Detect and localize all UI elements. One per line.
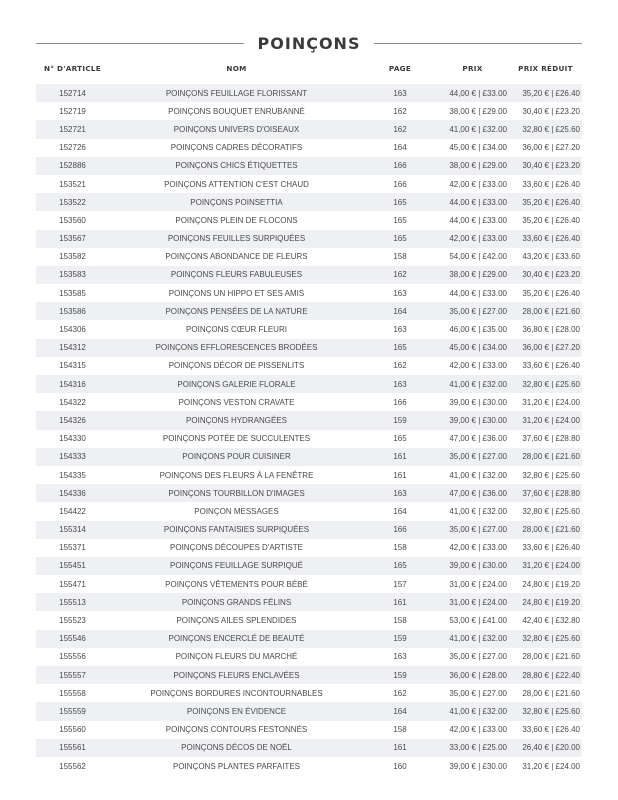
cell-page: 158 [364,539,436,557]
cell-price: 31,00 € | £24.00 [436,593,509,611]
table-row [36,739,582,757]
table-row [36,339,582,357]
page-title-bar [36,31,582,55]
cell-article: 155523 [36,611,109,629]
cell-article: 154335 [36,466,109,484]
cell-reduced-price: 33,60 € | £26.40 [509,357,582,375]
cell-price: 44,00 € | £33.00 [436,211,509,229]
cell-name: POINÇONS CŒUR FLEURI [109,320,364,338]
cell-page: 159 [364,666,436,684]
title-rule-right [374,43,582,44]
cell-page: 164 [364,502,436,520]
cell-name: POINÇONS FANTAISIES SURPIQUÉES [109,521,364,539]
cell-reduced-price: 28,80 € | £22.40 [509,666,582,684]
cell-reduced-price: 32,80 € | £25.60 [509,466,582,484]
cell-page: 161 [364,448,436,466]
cell-article: 154330 [36,430,109,448]
cell-page: 162 [364,102,436,120]
table-header [36,58,582,84]
cell-price: 42,00 € | £33.00 [436,230,509,248]
cell-price: 45,00 € | £34.00 [436,139,509,157]
table-row [36,666,582,684]
cell-reduced-price: 32,80 € | £25.60 [509,375,582,393]
cell-article: 152886 [36,157,109,175]
table-row [36,266,582,284]
cell-reduced-price: 36,00 € | £27.20 [509,339,582,357]
cell-price: 38,00 € | £29.00 [436,102,509,120]
table-row [36,284,582,302]
cell-page: 158 [364,248,436,266]
cell-article: 153522 [36,193,109,211]
cell-page: 159 [364,630,436,648]
cell-reduced-price: 31,20 € | £24.00 [509,411,582,429]
cell-article: 154326 [36,411,109,429]
header-name: NOM [226,63,247,73]
cell-price: 47,00 € | £36.00 [436,430,509,448]
cell-name: POINÇONS EN ÉVIDENCE [109,702,364,720]
cell-name: POINÇONS PLANTES PARFAITES [109,757,364,775]
table-row [36,484,582,502]
cell-name: POINÇONS PLEIN DE FLOCONS [109,211,364,229]
cell-price: 36,00 € | £28.00 [436,666,509,684]
table-row [36,557,582,575]
cell-reduced-price: 37,60 € | £28.80 [509,484,582,502]
cell-page: 161 [364,739,436,757]
cell-price: 44,00 € | £33.00 [436,193,509,211]
cell-reduced-price: 31,20 € | £24.00 [509,757,582,775]
cell-page: 163 [364,284,436,302]
cell-article: 152726 [36,139,109,157]
cell-reduced-price: 26,40 € | £20.00 [509,739,582,757]
cell-article: 152721 [36,120,109,138]
cell-page: 163 [364,84,436,102]
cell-name: POINÇONS FEUILLES SURPIQUÉES [109,230,364,248]
table-row [36,375,582,393]
cell-price: 46,00 € | £35.00 [436,320,509,338]
cell-price: 41,00 € | £32.00 [436,120,509,138]
cell-name: POINÇONS GALERIE FLORALE [109,375,364,393]
cell-article: 154322 [36,393,109,411]
table-body [36,84,582,775]
table-row [36,430,582,448]
cell-page: 164 [364,139,436,157]
table-row [36,466,582,484]
cell-name: POINÇONS POUR CUISINER [109,448,364,466]
cell-name: POINÇONS CADRES DÉCORATIFS [109,139,364,157]
cell-reduced-price: 28,00 € | £21.60 [509,684,582,702]
cell-price: 35,00 € | £27.00 [436,448,509,466]
table-row [36,611,582,629]
cell-page: 164 [364,302,436,320]
cell-price: 31,00 € | £24.00 [436,575,509,593]
cell-reduced-price: 30,40 € | £23.20 [509,157,582,175]
cell-price: 33,00 € | £25.00 [436,739,509,757]
cell-article: 153521 [36,175,109,193]
cell-price: 44,00 € | £33.00 [436,84,509,102]
cell-reduced-price: 42,40 € | £32.80 [509,611,582,629]
cell-name: POINÇONS PENSÉES DE LA NATURE [109,302,364,320]
cell-name: POINÇONS EFFLORESCENCES BRODÉES [109,339,364,357]
cell-page: 157 [364,575,436,593]
cell-page: 165 [364,193,436,211]
cell-page: 163 [364,375,436,393]
cell-page: 158 [364,611,436,629]
cell-name: POINÇON MESSAGES [109,502,364,520]
cell-page: 159 [364,411,436,429]
cell-page: 165 [364,211,436,229]
cell-page: 166 [364,157,436,175]
table-row [36,84,582,102]
cell-article: 153567 [36,230,109,248]
cell-page: 166 [364,393,436,411]
cell-reduced-price: 28,00 € | £21.60 [509,648,582,666]
cell-name: POINÇONS DES FLEURS À LA FENÊTRE [109,466,364,484]
cell-article: 154306 [36,320,109,338]
cell-reduced-price: 35,20 € | £26.40 [509,84,582,102]
cell-article: 155513 [36,593,109,611]
cell-page: 163 [364,320,436,338]
cell-price: 41,00 € | £32.00 [436,502,509,520]
cell-reduced-price: 43,20 € | £33.60 [509,248,582,266]
cell-reduced-price: 36,80 € | £28.00 [509,320,582,338]
cell-article: 155556 [36,648,109,666]
cell-name: POINÇON FLEURS DU MARCHÉ [109,648,364,666]
table-row [36,521,582,539]
cell-name: POINÇONS HYDRANGÉES [109,411,364,429]
table-row [36,757,582,775]
cell-article: 154316 [36,375,109,393]
cell-reduced-price: 37,60 € | £28.80 [509,430,582,448]
cell-reduced-price: 33,60 € | £26.40 [509,175,582,193]
cell-price: 41,00 € | £32.00 [436,375,509,393]
cell-price: 42,00 € | £33.00 [436,175,509,193]
cell-name: POINÇONS DÉCOS DE NOËL [109,739,364,757]
cell-reduced-price: 31,20 € | £24.00 [509,393,582,411]
cell-price: 42,00 € | £33.00 [436,721,509,739]
cell-reduced-price: 36,00 € | £27.20 [509,139,582,157]
cell-reduced-price: 32,80 € | £25.60 [509,120,582,138]
cell-article: 154315 [36,357,109,375]
cell-page: 161 [364,466,436,484]
cell-page: 160 [364,757,436,775]
table-row [36,357,582,375]
cell-page: 162 [364,120,436,138]
table-row [36,320,582,338]
cell-name: POINÇONS POINSETTIA [109,193,364,211]
cell-name: POINÇONS BORDURES INCONTOURNABLES [109,684,364,702]
page-title: POINÇONS [257,33,361,53]
cell-name: POINÇONS TOURBILLON D'IMAGES [109,484,364,502]
table-row [36,502,582,520]
cell-price: 38,00 € | £29.00 [436,266,509,284]
cell-page: 165 [364,339,436,357]
cell-article: 155314 [36,521,109,539]
cell-article: 155562 [36,757,109,775]
cell-article: 154336 [36,484,109,502]
cell-price: 39,00 € | £30.00 [436,393,509,411]
cell-page: 158 [364,721,436,739]
cell-name: POINÇONS DÉCOR DE PISSENLITS [109,357,364,375]
cell-price: 54,00 € | £42.00 [436,248,509,266]
cell-page: 165 [364,557,436,575]
cell-page: 165 [364,230,436,248]
cell-page: 164 [364,702,436,720]
cell-article: 155558 [36,684,109,702]
cell-article: 153585 [36,284,109,302]
cell-article: 154333 [36,448,109,466]
cell-name: POINÇONS UN HIPPO ET SES AMIS [109,284,364,302]
cell-name: POINÇONS CONTOURS FESTONNÉS [109,721,364,739]
cell-reduced-price: 33,60 € | £26.40 [509,230,582,248]
cell-name: POINÇONS BOUQUET ENRUBANNÉ [109,102,364,120]
cell-reduced-price: 30,40 € | £23.20 [509,102,582,120]
cell-page: 161 [364,593,436,611]
table-row [36,211,582,229]
table-row [36,175,582,193]
cell-price: 45,00 € | £34.00 [436,339,509,357]
table-row [36,157,582,175]
cell-reduced-price: 35,20 € | £26.40 [509,284,582,302]
cell-article: 153560 [36,211,109,229]
cell-name: POINÇONS UNIVERS D'OISEAUX [109,120,364,138]
cell-reduced-price: 30,40 € | £23.20 [509,266,582,284]
cell-reduced-price: 32,80 € | £25.60 [509,702,582,720]
cell-reduced-price: 28,00 € | £21.60 [509,302,582,320]
table-row [36,102,582,120]
cell-price: 53,00 € | £41.00 [436,611,509,629]
cell-reduced-price: 28,00 € | £21.60 [509,521,582,539]
cell-reduced-price: 28,00 € | £21.60 [509,448,582,466]
cell-price: 39,00 € | £30.00 [436,411,509,429]
table-row [36,248,582,266]
cell-price: 35,00 € | £27.00 [436,521,509,539]
cell-reduced-price: 31,20 € | £24.00 [509,557,582,575]
table-row [36,120,582,138]
cell-name: POINÇONS FLEURS FABULEUSES [109,266,364,284]
table-row [36,539,582,557]
cell-price: 35,00 € | £27.00 [436,648,509,666]
cell-name: POINÇONS DÉCOUPES D'ARTISTE [109,539,364,557]
cell-name: POINÇONS POTÉE DE SUCCULENTES [109,430,364,448]
cell-price: 35,00 € | £27.00 [436,684,509,702]
cell-article: 155561 [36,739,109,757]
cell-page: 163 [364,648,436,666]
cell-reduced-price: 33,60 € | £26.40 [509,539,582,557]
cell-price: 42,00 € | £33.00 [436,539,509,557]
header-article: N° D'ARTICLE [44,63,101,73]
table-row [36,630,582,648]
cell-page: 166 [364,521,436,539]
cell-price: 44,00 € | £33.00 [436,284,509,302]
cell-name: POINÇONS FLEURS ENCLAVÉES [109,666,364,684]
cell-reduced-price: 35,20 € | £26.40 [509,193,582,211]
cell-name: POINÇONS ENCERCLÉ DE BEAUTÉ [109,630,364,648]
table-row [36,721,582,739]
header-page: PAGE [388,63,412,73]
cell-name: POINÇONS FEUILLAGE FLORISSANT [109,84,364,102]
cell-article: 155371 [36,539,109,557]
cell-price: 41,00 € | £32.00 [436,466,509,484]
table-row [36,411,582,429]
cell-reduced-price: 32,80 € | £25.60 [509,502,582,520]
table-row [36,448,582,466]
table-row [36,302,582,320]
cell-name: POINÇONS FEUILLAGE SURPIQUÉ [109,557,364,575]
cell-name: POINÇONS VÊTEMENTS POUR BÉBÉ [109,575,364,593]
cell-name: POINÇONS GRANDS FÉLINS [109,593,364,611]
cell-name: POINÇONS ABONDANCE DE FLEURS [109,248,364,266]
header-price: PRIX [462,63,483,73]
cell-article: 152719 [36,102,109,120]
cell-price: 39,00 € | £30.00 [436,557,509,575]
cell-article: 155451 [36,557,109,575]
cell-article: 152714 [36,84,109,102]
cell-page: 163 [364,484,436,502]
cell-reduced-price: 35,20 € | £26.40 [509,211,582,229]
table-row [36,139,582,157]
cell-reduced-price: 24,80 € | £19.20 [509,575,582,593]
cell-reduced-price: 32,80 € | £25.60 [509,630,582,648]
cell-price: 41,00 € | £32.00 [436,630,509,648]
cell-article: 153586 [36,302,109,320]
cell-page: 166 [364,175,436,193]
cell-article: 155560 [36,721,109,739]
cell-article: 155559 [36,702,109,720]
cell-page: 162 [364,266,436,284]
cell-price: 42,00 € | £33.00 [436,357,509,375]
table-row [36,575,582,593]
cell-name: POINÇONS CHICS ÉTIQUETTES [109,157,364,175]
cell-page: 165 [364,430,436,448]
table-row [36,393,582,411]
cell-price: 39,00 € | £30.00 [436,757,509,775]
cell-name: POINÇONS AILES SPLENDIDES [109,611,364,629]
cell-price: 41,00 € | £32.00 [436,702,509,720]
table-row [36,702,582,720]
table-row [36,593,582,611]
title-rule-left [36,43,244,44]
product-table [36,58,582,775]
table-row [36,193,582,211]
table-row [36,230,582,248]
table-row [36,648,582,666]
header-reduced-price: PRIX RÉDUIT [518,63,573,73]
table-row [36,684,582,702]
cell-price: 38,00 € | £29.00 [436,157,509,175]
cell-article: 153582 [36,248,109,266]
cell-article: 155557 [36,666,109,684]
cell-price: 35,00 € | £27.00 [436,302,509,320]
cell-name: POINÇONS VESTON CRAVATE [109,393,364,411]
cell-article: 155546 [36,630,109,648]
cell-reduced-price: 24,80 € | £19.20 [509,593,582,611]
cell-name: POINÇONS ATTENTION C'EST CHAUD [109,175,364,193]
cell-price: 47,00 € | £36.00 [436,484,509,502]
cell-page: 162 [364,684,436,702]
cell-article: 153583 [36,266,109,284]
cell-page: 162 [364,357,436,375]
cell-reduced-price: 33,60 € | £26.40 [509,721,582,739]
cell-article: 154312 [36,339,109,357]
cell-article: 155471 [36,575,109,593]
cell-article: 154422 [36,502,109,520]
